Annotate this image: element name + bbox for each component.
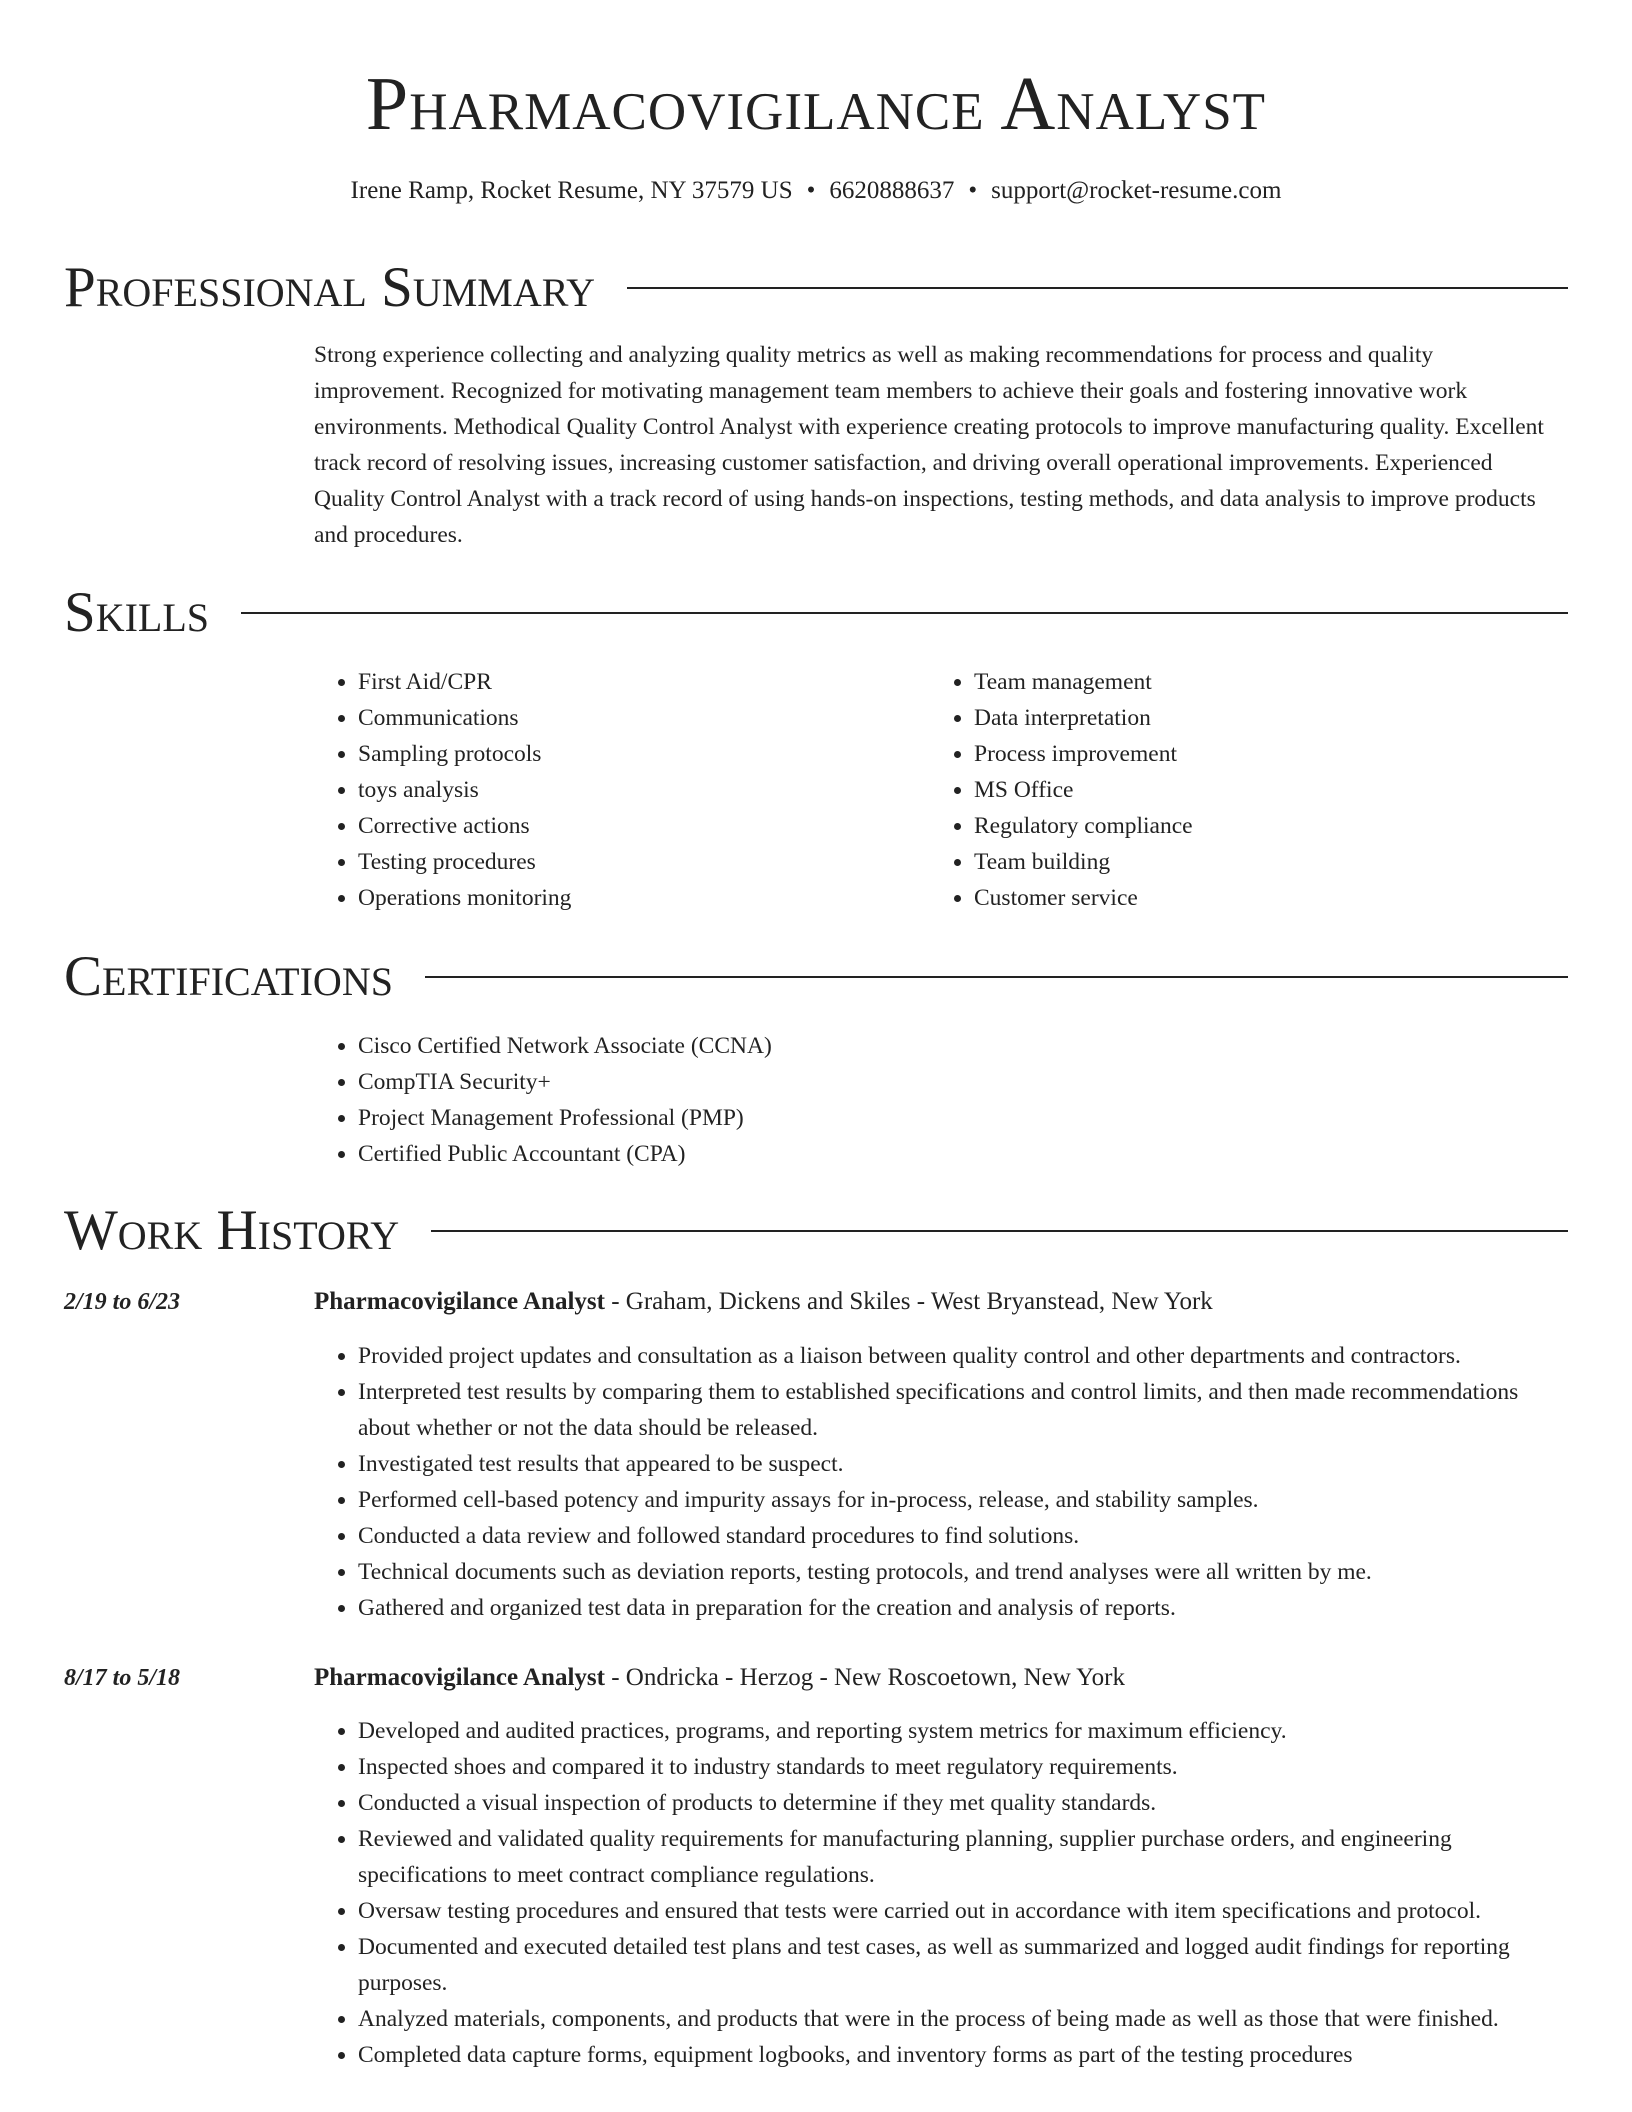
skill-item: • Operations monitoring	[358, 880, 930, 916]
skills-right-list	[930, 664, 1546, 916]
job-company-location: - Graham, Dickens and Skiles - West Bryanstead, New York	[604, 1288, 1213, 1315]
certification-item: • Cisco Certified Network Associate (CCNA)	[358, 1028, 1568, 1064]
job-bullet-list	[314, 1338, 1568, 1626]
summary-heading: Professional Summary	[64, 256, 596, 319]
summary-text: Strong experience collecting and analyzing quality metrics as well as making recommendations for process and quality improvement. Recognized for motivating management team members to achieve their goals and fostering innovative work environments. Methodical Quality Control Analyst with experience creating protocols to improve manufacturing quality. Excellent track record of resolving issues, increasing customer satisfaction, and driving overall operational improvements. Experienced Quality Control Analyst with a track record of using hands-on inspections, testing methods, and data analysis to improve products and procedures.	[314, 342, 1544, 548]
certifications-heading: Certifications	[64, 945, 393, 1008]
skill-item: • MS Office	[974, 772, 1546, 808]
job-title-line	[314, 1660, 1125, 1696]
skill-item: • Data interpretation	[974, 700, 1546, 736]
skills-left-list	[314, 664, 930, 916]
job-bullet-item: • Analyzed materials, components, and products that were in the process of being made as well as those that were finished.	[358, 2001, 1568, 2037]
job-bullet-item: • Reviewed and validated quality requirements for manufacturing planning, supplier purchase orders, and engineering specifications to meet contract compliance regulations.	[358, 1821, 1568, 1893]
contact-line	[0, 174, 1632, 208]
job-bullet-item: • Technical documents such as deviation reports, testing protocols, and trend analyses were all written by me.	[358, 1554, 1568, 1590]
certifications-list	[314, 1028, 1568, 1172]
job-bullet-item: • Gathered and organized test data in preparation for the creation and analysis of reports.	[358, 1590, 1568, 1626]
contact-phone: 6620888637	[829, 177, 955, 204]
contact-email[interactable]: support@rocket-resume.com	[991, 177, 1282, 204]
skills-heading: Skills	[64, 581, 210, 644]
skill-item: • Regulatory compliance	[974, 808, 1546, 844]
work-history-section-header	[64, 1198, 1568, 1264]
skill-item: • First Aid/CPR	[358, 664, 930, 700]
certification-item: • Project Management Professional (PMP)	[358, 1100, 1568, 1136]
section-divider	[425, 976, 1568, 978]
skills-block	[314, 664, 1568, 916]
section-divider	[241, 612, 1568, 614]
skill-item: • Sampling protocols	[358, 736, 930, 772]
certifications-section-header	[64, 944, 1568, 1010]
job-company-location: - Ondricka - Herzog - New Roscoetown, New York	[604, 1664, 1125, 1691]
job-bullet-item: • Performed cell-based potency and impurity assays for in-process, release, and stability samples.	[358, 1482, 1568, 1518]
skill-item: • Customer service	[974, 880, 1546, 916]
summary-section-header	[64, 255, 1568, 321]
certifications-block	[314, 1028, 1568, 1172]
job-bullet-item: • Completed data capture forms, equipment logbooks, and inventory forms as part of the testing procedures	[358, 2037, 1568, 2073]
section-divider	[627, 287, 1568, 289]
section-divider	[431, 1230, 1568, 1232]
page-title: Pharmacovigilance Analyst	[365, 62, 1267, 146]
work-history-heading: Work History	[64, 1199, 400, 1262]
contact-separator: •	[968, 177, 978, 204]
job-title-line	[314, 1284, 1213, 1320]
skill-item: • Process improvement	[974, 736, 1546, 772]
skill-item: • Testing procedures	[358, 844, 930, 880]
certification-item: • CompTIA Security+	[358, 1064, 1568, 1100]
skills-section-header	[64, 580, 1568, 646]
job-bullet-item: • Conducted a data review and followed standard procedures to find solutions.	[358, 1518, 1568, 1554]
job-bullet-item: • Investigated test results that appeared to be suspect.	[358, 1446, 1568, 1482]
job-bullet-list	[314, 1713, 1568, 2073]
contact-name-address: Irene Ramp, Rocket Resume, NY 37579 US	[350, 177, 793, 204]
job-bullet-item: • Developed and audited practices, programs, and reporting system metrics for maximum efficiency.	[358, 1713, 1568, 1749]
skill-item: • Team management	[974, 664, 1546, 700]
job-role: Pharmacovigilance Analyst	[314, 1288, 605, 1315]
job-bullet-item: • Oversaw testing procedures and ensured that tests were carried out in accordance with item specifications and protocol.	[358, 1893, 1568, 1929]
job-bullet-item: • Conducted a visual inspection of products to determine if they met quality standards.	[358, 1785, 1568, 1821]
job-bullets-block	[314, 1713, 1568, 2073]
skill-item: • Corrective actions	[358, 808, 930, 844]
job-bullets-block	[314, 1338, 1568, 1626]
skill-item: • Team building	[974, 844, 1546, 880]
job-bullet-item: • Provided project updates and consultation as a liaison between quality control and other departments and contractors.	[358, 1338, 1568, 1374]
job-bullet-item: • Documented and executed detailed test plans and test cases, as well as summarized and logged audit findings for reporting purposes.	[358, 1929, 1568, 2001]
skill-item: • toys analysis	[358, 772, 930, 808]
contact-separator: •	[806, 177, 816, 204]
job-dates: 2/19 to 6/23	[64, 1289, 181, 1315]
job-bullet-item: • Interpreted test results by comparing them to established specifications and control limits, and then made recommendations about whether or not the data should be released.	[358, 1374, 1568, 1446]
job-dates: 8/17 to 5/18	[64, 1665, 181, 1691]
certification-item: • Certified Public Accountant (CPA)	[358, 1136, 1568, 1172]
skill-item: • Communications	[358, 700, 930, 736]
job-role: Pharmacovigilance Analyst	[314, 1664, 605, 1691]
job-bullet-item: • Inspected shoes and compared it to industry standards to meet regulatory requirements.	[358, 1749, 1568, 1785]
